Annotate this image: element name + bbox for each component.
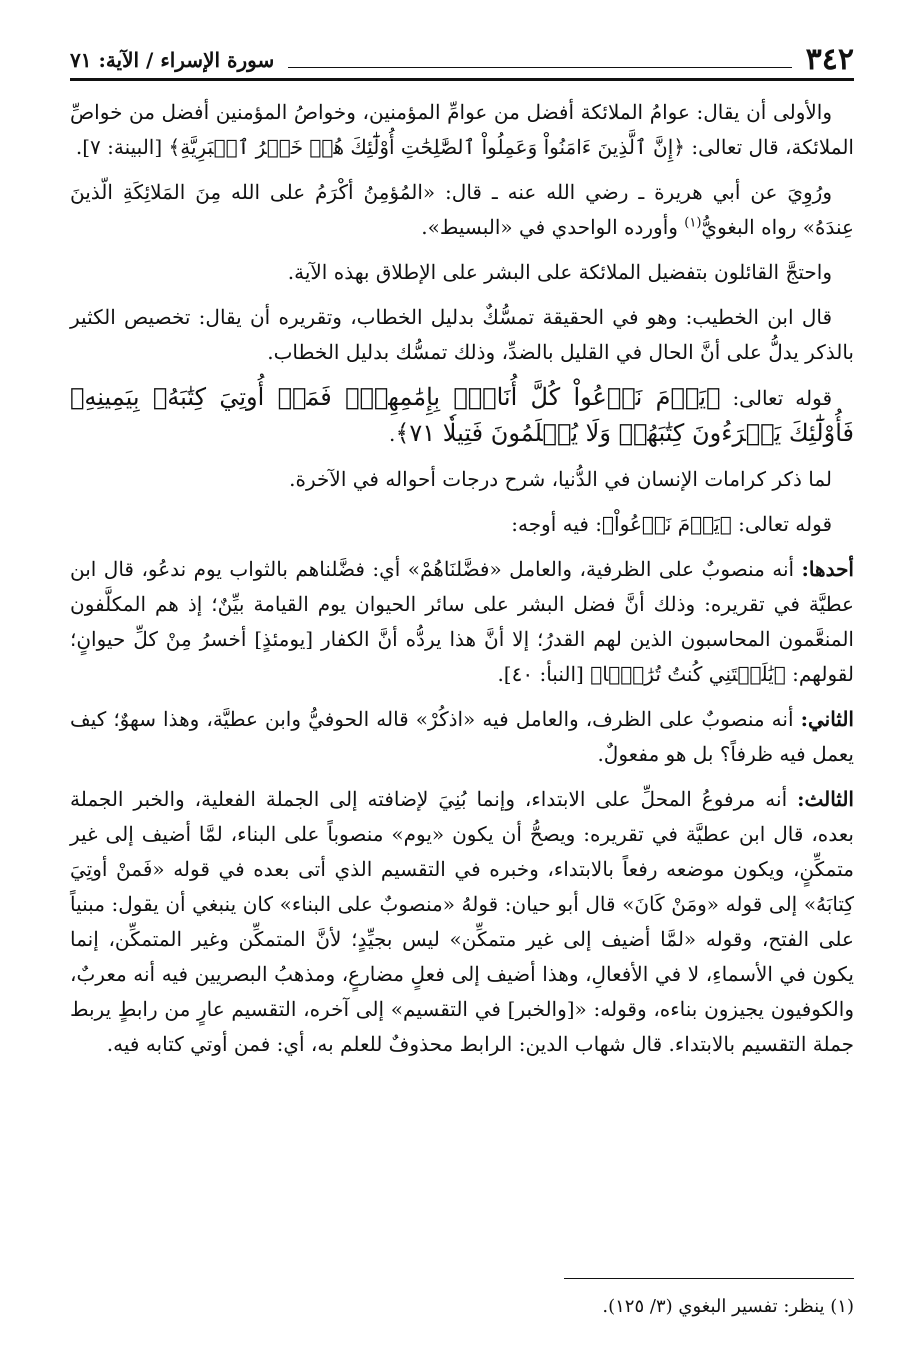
paragraph-text: .	[388, 422, 396, 446]
paragraph-6	[70, 462, 854, 497]
paragraph-text: ورُوِيَ عن أبي هريرة ـ رضي الله عنه ـ قال: «المُؤمِنُ أكْرَمُ على الله مِنَ المَلائِكَةِ الّذينَ عِندَهُ» رواه البغويُّ	[70, 180, 854, 239]
footnote-rule	[564, 1278, 854, 1279]
paragraph-lead: الثاني:	[800, 707, 854, 731]
header-rule	[288, 67, 791, 68]
paragraph-5	[70, 380, 854, 452]
paragraph-text: واحتجَّ القائلون بتفضيل الملائكة على البشر على الإطلاق بهذه الآية.	[287, 260, 832, 284]
document-page	[70, 38, 854, 1341]
paragraph-text: أنه مرفوعُ المحلِّ على الابتداء، وإنما بُنِيَ لإضافته إلى الجملة الفعلية، والخبر الجملة بعده، قال ابن عطيَّة في تقريره: ويصحُّ أن يكون «يوم» منصوباً على البناء، لمَّا أضيف إلى غير متمكِّنٍ، ويكون موضعه رفعاً بالابتداء، وخبره في التقسيم الذي أتى بعده في قوله «فَمنْ أوتِيَ كِتابَهُ» إلى قوله «ومَنْ كَانَ» قال أبو حيان: قولهُ «منصوبٌ على البناء» كان ينبغي أن يقول: مبنياً على الفتح، وقوله «لمَّا أضيف إلى غير متمكِّن» ليس بجيِّدٍ؛ لأنَّ المتمكِّن وغير المتمكِّن، إنما يكون في الأسماءِ، لا في الأفعالِ، وهذا أضيف إلى فعلٍ مضارعٍ، ومذهبُ البصريين فيه أنه معربٌ، والكوفيون يجيزون بناءه، وقوله: «[والخبر] في التقسيم» إلى آخره، التقسيم عارٍ من رابطٍ يربط جملة التقسيم بالابتداء. قال شهاب الدين: الرابط محذوفٌ للعلم به، أي: فمن أوتي كتابه فيه.	[70, 787, 855, 1056]
paragraph-text: قال ابن الخطيب: وهو في الحقيقة تمسُّكٌ بدليل الخطاب، وتقريره أن يقال: تخصيص الكثير بالذكر يدلُّ على أنَّ الحال في القليل بالضدِّ، وذلك تمسُّك بدليل الخطاب.	[70, 305, 854, 364]
footnote-marker[interactable]: (١)	[684, 215, 702, 231]
quran-verse: ﴿يَوۡمَ نَدۡعُواْ كُلَّ أُنَاسِۭ بِإِمَٰمِهِمۡۖ فَمَنۡ أُوتِيَ كِتَٰبَهُۥ بِيَمِينِهِۦ فَأُوْلَٰٓئِكَ يَقۡرَءُونَ كِتَٰبَهُمۡ وَلَا يُظۡلَمُونَ فَتِيلٗا ٧١﴾	[70, 383, 854, 447]
page-number: ٣٤٢	[805, 42, 854, 77]
footnote-1: (١) ينظر: تفسير البغوي (٣/ ١٢٥).	[602, 1296, 854, 1317]
paragraph-4	[70, 300, 854, 370]
paragraph-1	[70, 95, 854, 165]
page-body	[70, 95, 854, 1062]
page-header	[70, 38, 854, 81]
paragraph-text: [البينة: ٧].	[75, 135, 169, 159]
paragraph-text: قوله تعالى:	[731, 512, 832, 536]
paragraph-7	[70, 507, 854, 542]
paragraph-10	[70, 782, 854, 1062]
quran-verse: ﴿يَوۡمَ نَدۡعُواْ﴾	[602, 512, 732, 536]
paragraph-text: [النبأ: ٤٠].	[497, 662, 591, 686]
paragraph-text: أنه منصوبٌ على الظرفية، والعامل «فضَّلنَاهُمْ» أي: فضَّلناهم بالثواب يوم ندعُو، قال ابن عطيَّة في تقريره: وذلك أنَّ فضل البشر على سائر الحيوان يوم القيامة بيِّنٌ؛ إذ هم المكلَّفون المنعَّمون المحاسبون الذين لهم القدرُ؛ إلا أنَّ هذا يردُّه أنَّ الكفار [يومئذٍ] أخسرُ مِنْ كلِّ حيوانٍ؛ لقولهم:	[70, 557, 854, 686]
paragraph-lead: أحدها:	[801, 557, 854, 581]
paragraph-text: والأولى أن يقال: عوامُ الملائكة أفضل من عوامِّ المؤمنين، وخواصُ المؤمنين أفضل من خواصِّ الملائكة، قال تعالى:	[70, 100, 854, 159]
paragraph-2	[70, 175, 854, 245]
quran-verse: ﴿يَٰلَيۡتَنِي كُنتُ تُرَٰبَۢا﴾	[590, 662, 786, 686]
paragraph-text: وأورده الواحدي في «البسيط».	[421, 215, 685, 239]
footnotes	[70, 1278, 854, 1321]
paragraph-lead: الثالث:	[797, 787, 854, 811]
paragraph-8	[70, 552, 854, 692]
paragraph-text: قوله تعالى:	[720, 386, 833, 410]
paragraph-text: لما ذكر كرامات الإنسان في الدُّنيا، شرح درجات أحواله في الآخرة.	[289, 467, 832, 491]
paragraph-text: أنه منصوبٌ على الظرف، والعامل فيه «اذكُرْ» قاله الحوفيُّ وابن عطيَّة، وهذا سهوٌ؛ كيف يعمل فيه ظرفاً؟ بل هو مفعولٌ.	[70, 707, 854, 766]
running-head: سورة الإسراء / الآية: ٧١	[70, 48, 275, 72]
paragraph-9	[70, 702, 854, 772]
paragraph-3	[70, 255, 854, 290]
paragraph-text: : فيه أوجه:	[511, 512, 603, 536]
quran-verse: ﴿إِنَّ ٱلَّذِينَ ءَامَنُواْ وَعَمِلُواْ ٱلصَّٰلِحَٰتِ أُوْلَٰٓئِكَ هُمۡ خَيۡرُ ٱلۡبَرِيَّةِ﴾	[168, 135, 685, 159]
